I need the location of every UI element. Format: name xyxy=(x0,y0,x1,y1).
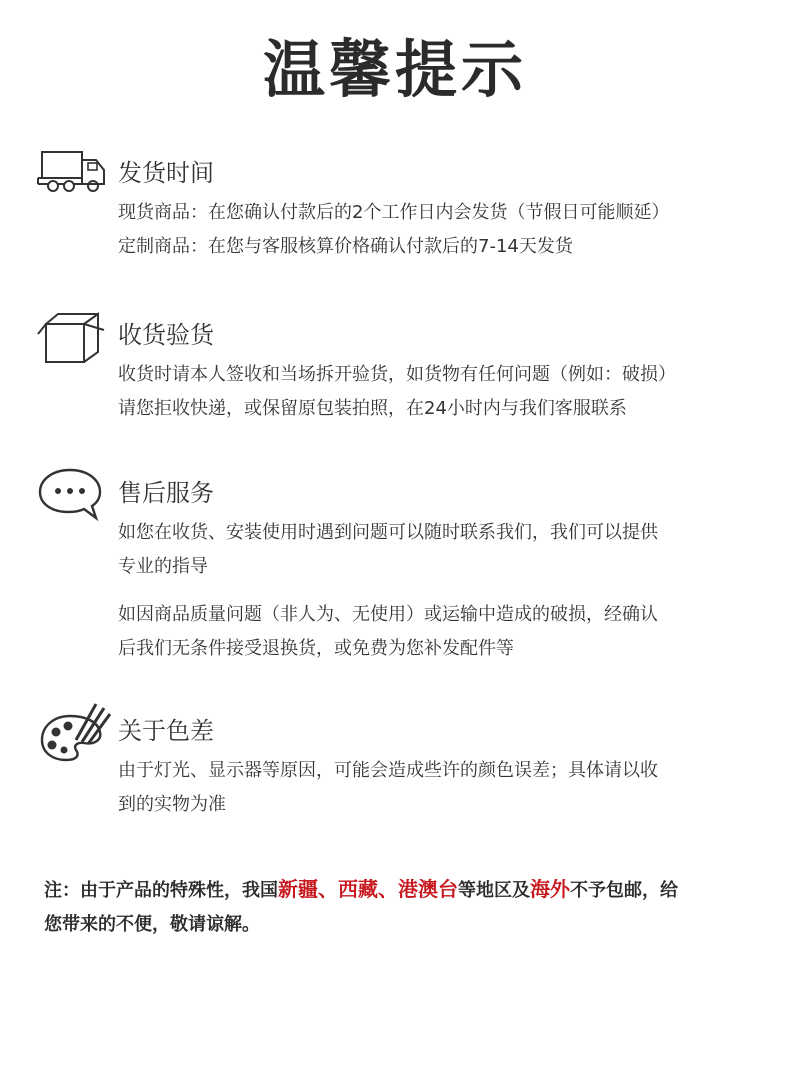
section-shipping-time xyxy=(36,146,766,276)
shipping-note xyxy=(44,872,764,942)
section-title: 发货时间 xyxy=(118,159,214,187)
note-text: 等地区及 xyxy=(458,880,530,901)
text-line: 专业的指导 xyxy=(118,556,208,577)
section-after-sales xyxy=(36,466,766,666)
box-icon xyxy=(36,308,114,372)
text-line: 由于灯光、显示器等原因，可能会造成些许的颜色误差；具体请以收 xyxy=(118,760,658,781)
note-text: 不予包邮，给 xyxy=(570,880,678,901)
highlight-regions: 新疆、西藏、港澳台 xyxy=(278,877,458,901)
text-line: 到的实物为准 xyxy=(118,794,226,815)
section-title: 关于色差 xyxy=(118,717,214,745)
note-text: 注：由于产品的特殊性，我国 xyxy=(44,880,278,901)
paint-palette-icon xyxy=(36,702,114,766)
highlight-overseas: 海外 xyxy=(530,877,570,901)
section-title: 收货验货 xyxy=(118,321,214,349)
text-line: 如因商品质量问题（非人为、无使用）或运输中造成的破损，经确认 xyxy=(118,604,658,625)
text-line: 请您拒收快递，或保留原包装拍照，在24小时内与我们客服联系 xyxy=(118,398,627,419)
section-body xyxy=(118,358,768,426)
section-title: 售后服务 xyxy=(118,479,214,507)
text-line: 现货商品：在您确认付款后的2个工作日内会发货（节假日可能顺延） xyxy=(118,202,670,223)
note-line-1 xyxy=(44,872,764,908)
chat-bubble-icon xyxy=(36,466,114,530)
text-line: 后我们无条件接受退换货，或免费为您补发配件等 xyxy=(118,638,514,659)
section-body xyxy=(118,754,768,822)
section-body xyxy=(118,516,768,666)
page-title: 温馨提示 xyxy=(262,33,527,106)
text-line: 收货时请本人签收和当场拆开验货，如货物有任何问题（例如：破损） xyxy=(118,364,676,385)
section-body xyxy=(118,196,768,264)
section-receiving-inspection xyxy=(36,308,766,438)
text-line: 如您在收货、安装使用时遇到问题可以随时联系我们，我们可以提供 xyxy=(118,522,658,543)
truck-icon xyxy=(36,146,114,210)
section-color-difference xyxy=(36,702,766,832)
note-line-2: 您带来的不便，敬请谅解。 xyxy=(44,914,260,935)
text-line: 定制商品：在您与客服核算价格确认付款后的7-14天发货 xyxy=(118,236,573,257)
